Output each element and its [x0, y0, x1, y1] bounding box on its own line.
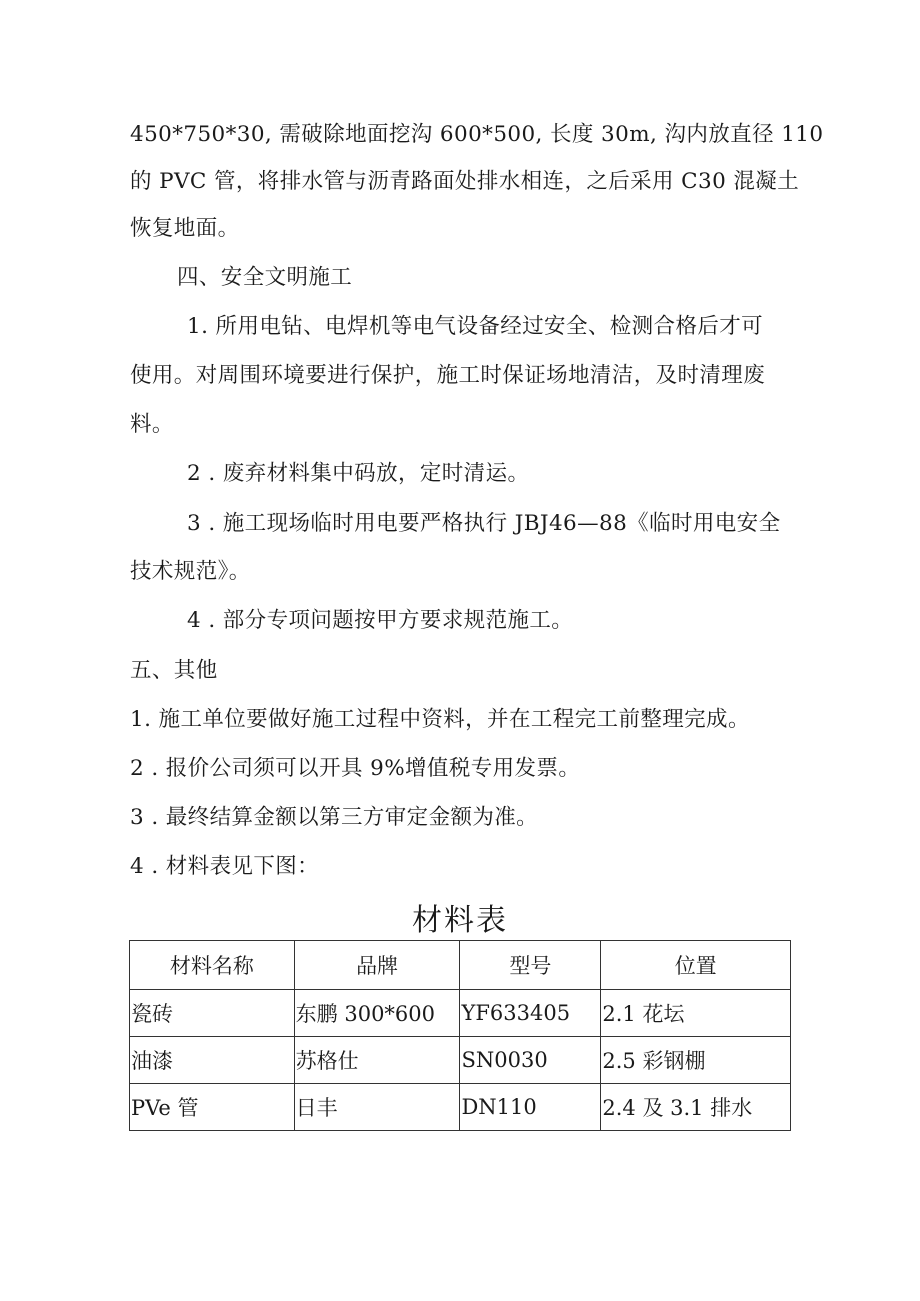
table-cell: PVe 管: [130, 1084, 295, 1131]
column-header: 位置: [601, 941, 791, 990]
section-heading: 四、安全文明施工: [177, 265, 353, 290]
table-header-row: [130, 941, 791, 990]
table-cell: SN0030: [460, 1037, 601, 1084]
paragraph-line: 450*750*30, 需破除地面挖沟 600*500, 长度 30m, 沟内放直径 110: [130, 122, 824, 147]
table-cell: 2.5 彩钢棚: [601, 1037, 791, 1084]
paragraph-line: 技术规范》。: [130, 559, 251, 584]
table-row: [130, 1037, 791, 1084]
table-cell: DN110: [460, 1084, 601, 1131]
table-cell: 2.1 花坛: [601, 990, 791, 1037]
table-row: [130, 1084, 791, 1131]
section-heading: 五、其他: [130, 658, 218, 683]
paragraph-line: 4 . 部分专项问题按甲方要求规范施工。: [187, 608, 574, 633]
paragraph-line: 2 . 废弃材料集中码放，定时清运。: [187, 461, 530, 486]
table-cell: 东鹏 300*600: [294, 990, 460, 1037]
paragraph-line: 4 . 材料表见下图：: [130, 854, 320, 879]
materials-table: [129, 940, 791, 1131]
paragraph-line: 使用。对周围环境要进行保护，施工时保证场地清洁，及时清理废: [130, 363, 766, 388]
table-cell: 2.4 及 3.1 排水: [601, 1084, 791, 1131]
paragraph-line: 恢复地面。: [130, 216, 240, 241]
column-header: 材料名称: [130, 941, 295, 990]
paragraph-line: 1. 施工单位要做好施工过程中资料，并在工程完工前整理完成。: [130, 707, 750, 732]
paragraph-line: 2 . 报价公司须可以开具 9%增值税专用发票。: [130, 756, 581, 781]
table-cell: YF633405: [460, 990, 601, 1037]
table-cell: 苏格仕: [294, 1037, 460, 1084]
table-cell: 油漆: [130, 1037, 295, 1084]
table-row: [130, 990, 791, 1037]
paragraph-line: 1. 所用电钻、电焊机等电气设备经过安全、检测合格后才可: [187, 314, 764, 339]
paragraph-line: 的 PVC 管，将排水管与沥青路面处排水相连，之后采用 C30 混凝土: [130, 169, 800, 194]
table-cell: 瓷砖: [130, 990, 295, 1037]
column-header: 型号: [460, 941, 601, 990]
table-cell: 日丰: [294, 1084, 460, 1131]
paragraph-line: 3 . 最终结算金额以第三方审定金额为准。: [130, 805, 539, 830]
paragraph-line: 3 . 施工现场临时用电要严格执行 JBJ46—88《临时用电安全: [187, 511, 781, 536]
paragraph-line: 料。: [130, 412, 174, 437]
table-title: 材料表: [412, 903, 508, 938]
column-header: 品牌: [294, 941, 460, 990]
